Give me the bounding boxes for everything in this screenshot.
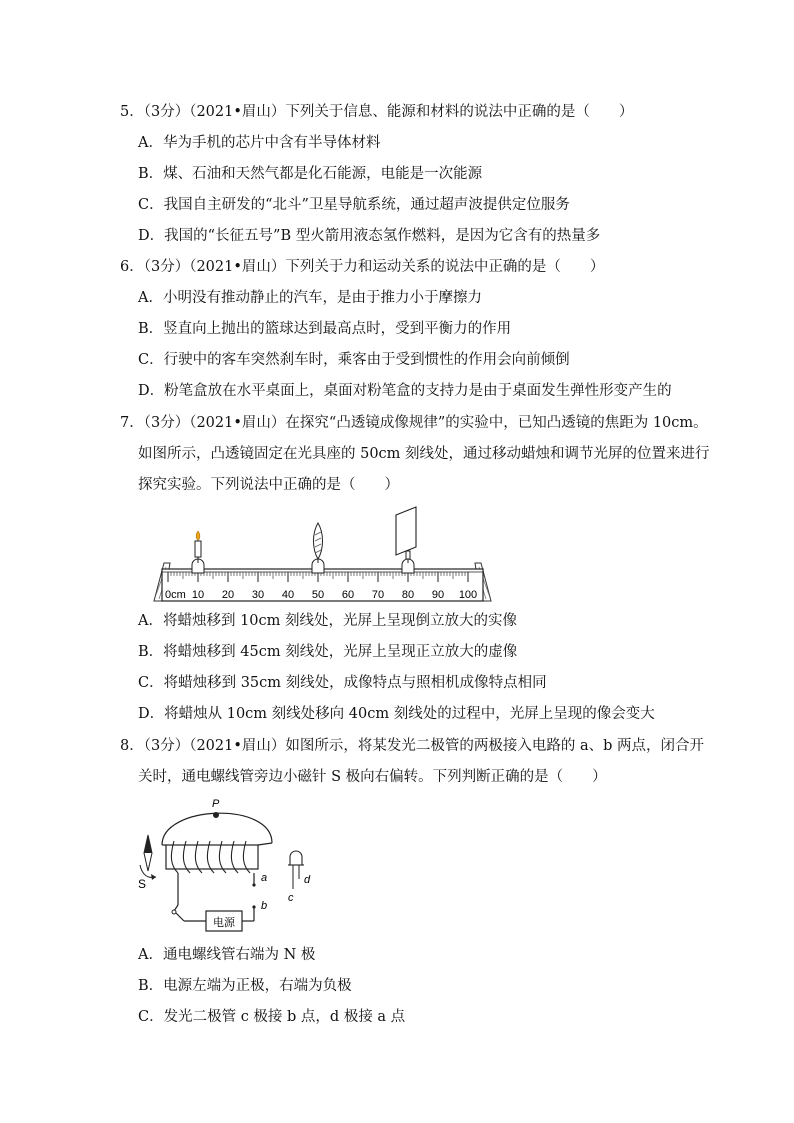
- candle-flame-icon: [196, 531, 200, 540]
- light-screen: [396, 507, 416, 559]
- bench-label-70: 70: [371, 589, 385, 601]
- optical-bench-figure: [150, 505, 495, 605]
- candle: [195, 531, 201, 557]
- question-8-stem-line-1: 8．（3分）（2021•眉山）如图所示，将某发光二极管的两极接入电路的 a、b 两点，闭合开: [120, 738, 705, 754]
- question-6-option-b[interactable]: B．竖直向上抛出的篮球达到最高点时，受到平衡力的作用: [138, 321, 512, 337]
- switch[interactable]: [176, 913, 184, 921]
- question-5-option-d[interactable]: D．我国的“长征五号”B 型火箭用液态氢作燃料，是因为它含有的热量多: [138, 228, 601, 244]
- bench-label-20: 20: [221, 589, 235, 601]
- label-p: P: [212, 798, 220, 810]
- question-6-option-c[interactable]: C．行驶中的客车突然刹车时，乘客由于受到惯性的作用会向前倾倒: [138, 352, 570, 368]
- question-6-option-d[interactable]: D．粉笔盒放在水平桌面上，桌面对粉笔盒的支持力是由于桌面发生弹性形变产生的: [138, 383, 672, 399]
- bench-label-60: 60: [341, 589, 355, 601]
- bench-label-0: 0cm: [165, 589, 186, 601]
- question-8-option-a[interactable]: A．通电螺线管右端为 N 极: [138, 947, 316, 963]
- question-7-option-d[interactable]: D．将蜡烛从 10cm 刻线处移向 40cm 刻线处的过程中，光屏上呈现的像会变大: [138, 706, 655, 722]
- question-5-option-b[interactable]: B．煤、石油和天然气都是化石能源，电能是一次能源: [138, 166, 483, 182]
- label-a: a: [261, 872, 268, 884]
- question-7-stem-line-1: 7．（3分）（2021•眉山）在探究“凸透镜成像规律”的实验中，已知凸透镜的焦距为 10cm。: [120, 415, 708, 431]
- point-p: [213, 812, 219, 818]
- convex-lens: [314, 523, 323, 563]
- label-d: d: [304, 874, 311, 886]
- question-6-option-a[interactable]: A．小明没有推动静止的汽车，是由于推力小于摩擦力: [138, 290, 482, 306]
- question-5-stem: 5．（3分）（2021•眉山）下列关于信息、能源和材料的说法中正确的是（ ）: [120, 104, 634, 120]
- bench-label-30: 30: [251, 589, 265, 601]
- question-7-option-b[interactable]: B．将蜡烛移到 45cm 刻线处，光屏上呈现正立放大的虚像: [138, 644, 518, 660]
- question-8-stem-line-2: 关时，通电螺线管旁边小磁针 S 极向右偏转。下列判断正确的是（ ）: [138, 769, 607, 785]
- arc-wire: [162, 813, 272, 845]
- question-7-option-a[interactable]: A．将蜡烛移到 10cm 刻线处，光屏上呈现倒立放大的实像: [138, 613, 518, 629]
- label-s: S: [138, 877, 147, 891]
- question-5-option-c[interactable]: C．我国自主研发的“北斗”卫星导航系统，通过超声波提供定位服务: [138, 197, 570, 213]
- bench-label-10: 10: [191, 589, 205, 601]
- question-7-option-c[interactable]: C．将蜡烛移到 35cm 刻线处，成像特点与照相机成像特点相同: [138, 675, 547, 691]
- question-8-option-c[interactable]: C．发光二极管 c 极接 b 点，d 极接 a 点: [138, 1009, 406, 1025]
- power-label: 电源: [213, 917, 235, 929]
- bench-holder[interactable]: [192, 557, 204, 573]
- bench-label-40: 40: [281, 589, 295, 601]
- question-5-option-a[interactable]: A．华为手机的芯片中含有半导体材料: [138, 135, 381, 151]
- bench-label-50: 50: [311, 589, 325, 601]
- solenoid-circuit-figure: [130, 795, 330, 940]
- label-b: b: [261, 900, 268, 912]
- question-6-stem: 6．（3分）（2021•眉山）下列关于力和运动关系的说法中正确的是（ ）: [120, 259, 605, 275]
- bench-label-80: 80: [401, 589, 415, 601]
- bench-label-90: 90: [431, 589, 445, 601]
- question-7-stem-line-2: 如图所示，凸透镜固定在光具座的 50cm 刻线处，通过移动蜡烛和调节光屏的位置来进行: [138, 446, 710, 462]
- compass-needle-icon: [144, 835, 152, 871]
- question-8-option-b[interactable]: B．电源左端为正极，右端为负极: [138, 978, 352, 994]
- bench-label-100: 100: [458, 589, 478, 601]
- led-diode-icon: [288, 851, 304, 889]
- question-7-stem-line-3: 探究实验。下列说法中正确的是（ ）: [138, 477, 399, 493]
- label-c: c: [288, 892, 294, 904]
